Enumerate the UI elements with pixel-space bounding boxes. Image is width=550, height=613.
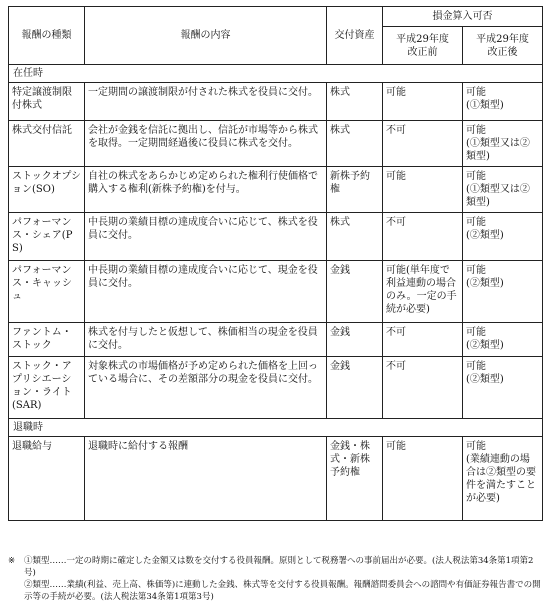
section-in-office: 在任時 [9, 65, 543, 83]
header-type: 報酬の種類 [9, 7, 85, 65]
footnote-text: ②類型……業績(利益、売上高、株価等)に連動した金銭、株式等を交付する役員報酬。報酬諮問委員会への諮問や有価証券報告書での開示等の手続が必要。(法人税法第34条第1項第3号) [24, 580, 541, 602]
cell-asset: 株式 [327, 213, 383, 261]
table-row [9, 213, 543, 261]
cell-asset: 株式 [327, 83, 383, 121]
table-row [9, 323, 543, 357]
compensation-table [8, 6, 543, 521]
header-before: 平成29年度 改正前 [383, 27, 463, 65]
cell-before: 不可 [383, 121, 463, 167]
cell-content: 中長期の業績目標の達成度合いに応じて、株式を役員に交付。 [85, 213, 327, 261]
cell-type: ストックオプション(SO) [9, 167, 85, 213]
section-retirement: 退職時 [9, 419, 543, 437]
cell-after: 可能 (②類型) [463, 213, 543, 261]
cell-before: 可能 [383, 167, 463, 213]
footnote-1 [8, 555, 544, 579]
cell-type: パフォーマンス・シェア(PS) [9, 213, 85, 261]
cell-content: 退職時に給付する報酬 [85, 437, 327, 521]
table-row [9, 437, 543, 521]
table-row [9, 357, 543, 419]
cell-asset: 金銭・株式・新株予約権 [327, 437, 383, 521]
table-row [9, 121, 543, 167]
cell-type: 株式交付信託 [9, 121, 85, 167]
cell-before: 不可 [383, 323, 463, 357]
cell-after: 可能 (①類型) [463, 83, 543, 121]
cell-asset: 新株予約権 [327, 167, 383, 213]
cell-type: パフォーマンス・キャッシュ [9, 261, 85, 323]
footnotes [8, 555, 544, 603]
cell-after: 可能 (業績連動の場合は②類型の要件を満たすことが必要) [463, 437, 543, 521]
cell-asset: 金銭 [327, 261, 383, 323]
cell-before: 可能 [383, 437, 463, 521]
header-deduction: 損金算入可否 [383, 7, 543, 27]
table-row [9, 167, 543, 213]
cell-before: 可能 [383, 83, 463, 121]
cell-content: 自社の株式をあらかじめ定められた権利行使価格で購入する権利(新株予約権)を付与。 [85, 167, 327, 213]
table-row [9, 261, 543, 323]
cell-type: ファントム・ストック [9, 323, 85, 357]
header-content: 報酬の内容 [85, 7, 327, 65]
cell-content: 対象株式の市場価格が予め定められた価格を上回っている場合に、その差額部分の現金を役員に交付。 [85, 357, 327, 419]
header-asset: 交付資産 [327, 7, 383, 65]
cell-asset: 株式 [327, 121, 383, 167]
header-after: 平成29年度 改正後 [463, 27, 543, 65]
cell-asset: 金銭 [327, 357, 383, 419]
cell-after: 可能 (②類型) [463, 357, 543, 419]
cell-after: 可能 (①類型又は②類型) [463, 167, 543, 213]
cell-after: 可能 (②類型) [463, 323, 543, 357]
cell-content: 会社が金銭を信託に拠出し、信託が市場等から株式を取得。一定期間経過後に役員に株式を交付。 [85, 121, 327, 167]
table-row [9, 83, 543, 121]
cell-before: 可能(単年度で利益連動の場合のみ。一定の手続が必要) [383, 261, 463, 323]
cell-content: 株式を付与したと仮想して、株価相当の現金を役員に交付。 [85, 323, 327, 357]
cell-after: 可能 (②類型) [463, 261, 543, 323]
cell-asset: 金銭 [327, 323, 383, 357]
cell-before: 不可 [383, 357, 463, 419]
cell-type: 特定譲渡制限付株式 [9, 83, 85, 121]
cell-content: 一定期間の譲渡制限が付された株式を役員に交付。 [85, 83, 327, 121]
footnote-2 [8, 579, 544, 603]
cell-type: ストック・アプリシエーション・ライト(SAR) [9, 357, 85, 419]
cell-type: 退職給与 [9, 437, 85, 521]
cell-after: 可能 (①類型又は②類型) [463, 121, 543, 167]
footnote-text: ①類型……一定の時期に確定した金額又は数を交付する役員報酬。原則として税務署への事前届出が必要。(法人税法第34条第1項第2号) [24, 556, 534, 578]
footnote-mark: ※ [8, 556, 16, 566]
cell-before: 不可 [383, 213, 463, 261]
cell-content: 中長期の業績目標の達成度合いに応じて、現金を役員に交付。 [85, 261, 327, 323]
